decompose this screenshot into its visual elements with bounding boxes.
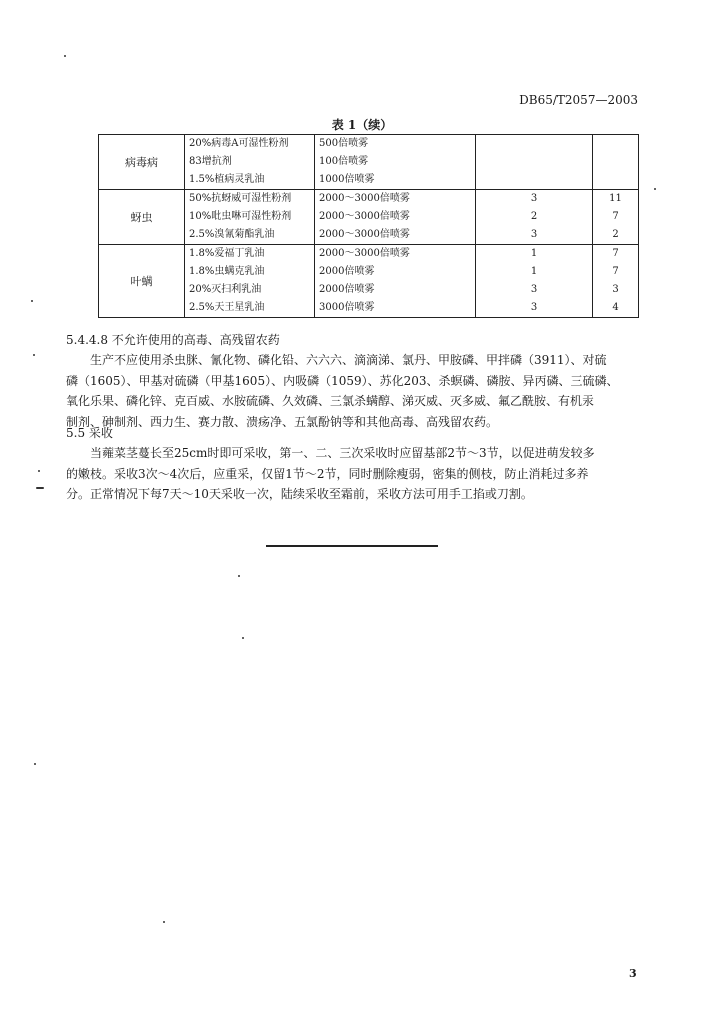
agent-cell <box>185 190 315 245</box>
scan-speck <box>31 300 33 302</box>
interval-value: 7 <box>612 266 619 277</box>
count-cell <box>476 135 593 190</box>
rate-cell <box>315 245 476 318</box>
agent-name: 20%病毒A可湿性粉剂 <box>189 138 289 149</box>
count-value <box>480 171 588 189</box>
scan-speck <box>163 921 165 923</box>
pest-name-cell: 叶螨 <box>99 245 185 318</box>
interval-value: 11 <box>609 193 622 204</box>
section-heading-harvest: 5.5 采收 <box>66 426 113 440</box>
dosage-method: 2000～3000倍喷雾 <box>319 193 410 204</box>
interval-value: 7 <box>612 211 619 222</box>
banned-pesticides-paragraph <box>66 350 646 432</box>
paragraph-line: 制剂、砷制剂、西力生、赛力散、溃疡净、五氯酚钠等和其他高毒、高残留农药。 <box>66 414 499 429</box>
interval-cell <box>593 245 639 318</box>
harvest-paragraph <box>66 443 646 505</box>
pesticide-table <box>98 134 639 318</box>
count-value <box>480 135 588 153</box>
pest-name-cell: 蚜虫 <box>99 190 185 245</box>
scan-speck <box>33 354 35 356</box>
dosage-method: 2000倍喷雾 <box>319 266 375 277</box>
section-heading-banned-pesticides: 5.4.4.8 不允许使用的高毒、高残留农药 <box>66 333 280 347</box>
agent-name: 50%抗蚜威可湿性粉剂 <box>189 193 292 204</box>
end-rule <box>266 545 438 547</box>
dosage-method: 2000倍喷雾 <box>319 284 375 295</box>
paragraph-line: 当蕹菜茎蔓长至25cm时即可采收，第一、二、三次采收时应留基部2节～3节，以促进萌发较多 <box>90 446 595 460</box>
paragraph-line: 分。正常情况下每7天～10天采收一次，陆续采收至霜前，采收方法可用手工掐或刀割。 <box>66 487 533 501</box>
interval-cell <box>593 190 639 245</box>
count-value: 3 <box>530 302 538 313</box>
interval-value: 3 <box>612 284 619 295</box>
agent-name: 10%吡虫啉可湿性粉剂 <box>189 211 292 222</box>
standard-code: DB65/T2057—2003 <box>519 93 638 107</box>
agent-name: 20%灭扫利乳油 <box>189 284 262 295</box>
rate-cell <box>315 190 476 245</box>
paragraph-line: 的嫩枝。采收3次～4次后，应重采，仅留1节～2节，同时删除瘦弱，密集的侧枝，防止消耗过多养 <box>66 466 589 481</box>
table-row-aphid <box>99 190 639 245</box>
table-row-mite <box>99 245 639 318</box>
count-value: 2 <box>530 211 538 222</box>
dosage-method: 2000～3000倍喷雾 <box>319 229 410 240</box>
interval-value: 7 <box>612 248 619 259</box>
rate-cell <box>315 135 476 190</box>
table-title: 表 1（续） <box>331 118 393 132</box>
count-value: 3 <box>530 193 538 204</box>
interval-cell <box>593 135 639 190</box>
paragraph-line: 生产不应使用杀虫脒、氰化物、磷化铅、六六六、滴滴涕、氯丹、甲胺磷、甲拌磷（3911）、对硫 <box>90 353 607 367</box>
scan-speck <box>654 188 656 190</box>
scan-speck <box>38 470 40 472</box>
dosage-method: 1000倍喷雾 <box>319 174 375 185</box>
agent-name: 1.8%虫螨克乳油 <box>189 266 265 277</box>
dosage-method: 2000～3000倍喷雾 <box>319 248 410 259</box>
agent-name: 1.5%植病灵乳油 <box>189 174 265 185</box>
agent-name: 2.5%天王星乳油 <box>189 302 265 313</box>
table-row-virus <box>99 135 639 190</box>
agent-name: 1.8%爱福丁乳油 <box>189 248 265 259</box>
count-value: 3 <box>530 229 538 240</box>
interval-value: 2 <box>612 229 619 240</box>
dosage-method: 2000～3000倍喷雾 <box>319 211 410 222</box>
scan-speck <box>34 763 36 765</box>
agent-name: 83增抗剂 <box>189 156 232 167</box>
scan-speck <box>238 575 240 577</box>
count-value: 1 <box>530 248 538 259</box>
agent-name: 2.5%溴氰菊酯乳油 <box>189 229 275 240</box>
count-cell <box>476 245 593 318</box>
interval-value <box>597 135 634 153</box>
dosage-method: 100倍喷雾 <box>319 156 369 167</box>
count-value <box>480 153 588 171</box>
interval-value: 4 <box>612 302 619 313</box>
agent-cell <box>185 135 315 190</box>
interval-value <box>597 171 634 189</box>
page-number: 3 <box>629 967 637 980</box>
agent-cell <box>185 245 315 318</box>
count-cell <box>476 190 593 245</box>
paragraph-line: 磷（1605）、甲基对硫磷（甲基1605）、内吸磷（1059）、苏化203、杀螟磷、磷胺、异丙磷、三硫磷、 <box>66 373 619 388</box>
dosage-method: 3000倍喷雾 <box>319 302 375 313</box>
dosage-method: 500倍喷雾 <box>319 138 369 149</box>
count-value: 3 <box>530 284 538 295</box>
interval-value <box>597 153 634 171</box>
pest-name-cell: 病毒病 <box>99 135 185 190</box>
scan-speck <box>64 55 66 57</box>
paragraph-line: 氧化乐果、磷化锌、克百威、水胺硫磷、久效磷、三氯杀螨醇、涕灭威、灭多威、氟乙酰胺、有机汞 <box>66 394 595 408</box>
scan-speck <box>36 487 44 489</box>
count-value: 1 <box>530 266 538 277</box>
scan-speck <box>242 637 244 639</box>
